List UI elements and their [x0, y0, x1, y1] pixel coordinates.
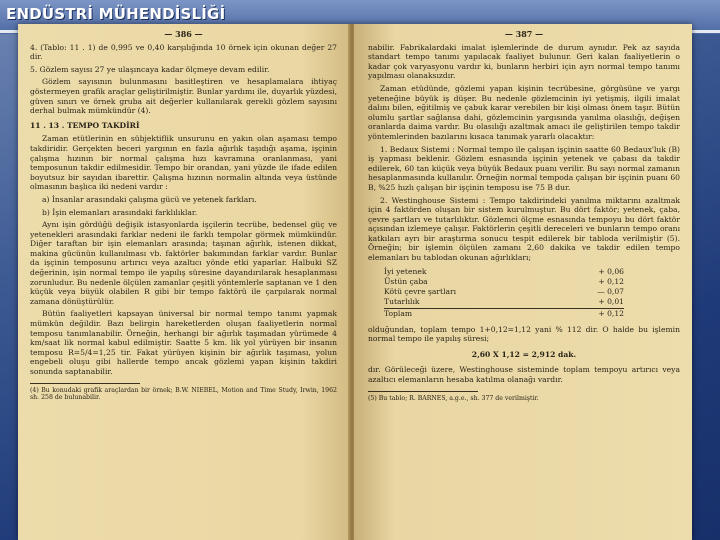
paragraph: nabilir. Fabrikalardaki imalat işlemlerinde de durum aynıdır. Pek az sayıda standart tempo tanımı yapılacak faaliyet bulunur. Geri kalan faaliyetlerin o kadar çok varyasyonu vardır ki, bunların herbiri için ayrı normal tempo tanımı yapılması olanaksızdır. [368, 42, 680, 81]
paragraph: 1. Bedaux Sistemi : Normal tempo ile çalışan işçinin saatte 60 Bedaux'luk (B) iş yapması beklenir. Gözlem esnasında işçinin yetenek ve çabası da takdir edilerek, 60 tan küçük veya büyük Bedaux puanı verilir. Bu sayı normal zamanın hesaplanmasında kullanılır. Örneğin normal tempoda çalışan bir işçinin puanı 60 B, %25 hızlı çalışan bir işçinin temposu ise 75 B dur. [368, 144, 680, 192]
paragraph: olduğundan, toplam tempo 1+0,12=1,12 yani % 112 dir. O halde bu işlemin normal tempo ile yapılış süresi; [368, 324, 680, 344]
factor-row [384, 297, 624, 307]
paragraph: 2. Westinghouse Sistemi : Tempo takdirindeki yanılma miktarını azaltmak için 4 faktörden oluşan bir sistem kurulmuştur. Bu dört faktör; yetenek, çaba, çevre şartları ve tutarlılıktır. Gözlemci ölçme esnasında tempoyu bu dört faktör açısından izlemeye çalışır. Faktörlerin çeşitli dereceleri ve bunların tempo oranı katkıları ayrı bir araştırma sonucu tespit edilerek bir tabloda verilmiştir (5). Örneğin; bir işlemin ölçülen zamanı 2,60 dakika ve takdir edilen tempo elemanları bu tablodan okunan ağırlıkları; [368, 195, 680, 263]
factor-label: İyi yetenek [384, 266, 427, 276]
factor-row [384, 277, 624, 287]
formula: 2,60 X 1,12 = 2,912 dak. [471, 349, 577, 359]
factor-value: + 0,06 [598, 266, 624, 276]
factor-value: + 0,12 [598, 308, 624, 318]
paragraph: 4. (Tablo: 11 . 1) de 0,995 ve 0,40 karşılığında 10 örnek için okunan değer 27 dir. [30, 42, 337, 62]
section-heading: 11 . 13 . TEMPO TAKDİRİ [30, 120, 140, 130]
paragraph: dır. Görüleceği üzere, Westinghouse sisteminde toplam tempoyu artırıcı veya azaltıcı elemanların hesaba katılma olanağı vardır. [368, 365, 680, 385]
factor-label: Toplam [384, 308, 413, 318]
list-item: a) İnsanlar arasındaki çalışma gücü ve yetenek farkları. [42, 194, 257, 204]
footnote-rule [30, 383, 140, 384]
left-page-number: — 386 — [164, 29, 203, 39]
factor-total-row [384, 308, 624, 319]
factor-label: Kötü çevre şartları [384, 286, 457, 296]
factor-row [384, 267, 624, 277]
left-page [18, 24, 351, 540]
list-item: b) İşin elemanları arasındaki farklılıklar. [42, 207, 198, 217]
scanned-book-spread [18, 24, 692, 540]
factor-value: + 0,12 [598, 276, 624, 286]
footnote-rule [368, 391, 478, 392]
paragraph: 5. Gözlem sayısı 27 ye ulaşıncaya kadar ölçmeye devam edilir. [30, 64, 270, 74]
right-page [354, 24, 692, 540]
footnote: (4) Bu konudaki grafik araçlardan bir örnek; B.W. NIEBEL, Motion and Time Study, Irwin, 1962 sh. 258 de bulunabilir. [30, 386, 337, 402]
factor-value: + 0,01 [598, 296, 624, 306]
footnote: (5) Bu tablo; R. BARNES, a.g.e., sh. 377 de verilmiştir. [368, 394, 539, 402]
paragraph: Aynı işin gördüğü değişik istasyonlarda işçilerin tecrübe, bedensel güç ve yetenekleri arasındaki farklar nedeni ile farklı tempolar görmek mümkündür. Diğer taraftan bir işin elemanları arasında; taşınan ağırlık, istenen dikkat, makina gücünün kullanılması vb. faktörler bakımından farklar vardır. Bunlar da işçinin temposunu artırıcı veya azaltıcı yönde etki yaparlar. Halbuki SZ değerinin, işin normal tempo ile yapılış süresine dayandırılarak hesaplanması zorunludur. Bu nedenle ölçülen zamanlar çeşitli yöntemlerle saptanan ve 1 den küçük veya büyük olabilen R gibi bir tempo faktörü ile çarpılarak normal zamana dönüştürülür. [30, 220, 337, 306]
factor-value: — 0,07 [597, 286, 624, 296]
factor-label: Tutarlılık [384, 296, 420, 306]
westinghouse-factor-table [384, 267, 624, 319]
paragraph: Zaman etütlerinin en sübjektiflik unsurunu en yakın olan aşaması tempo takdiridir. Gerçekten beceri yargının en fazla ağırlık taşıdığı aşama, işçinin çalışma hızının bir normal çalışma hızı kavramına oranlanması, yani temposunun takdir edilmesidir. Tempo bir orandan, yani yüzde ile ifade edilen boyutsuz bir sayıdan ibarettir. Çalışma hızının normalin altında veya üstünde olmasının başlıca iki nedeni vardır : [30, 134, 337, 192]
paragraph: Zaman etüdünde, gözlemi yapan kişinin tecrübesine, görgüsüne ve yargı yeteneğine büyük iş düşer. Bu nedenle gözlemcinin iyi yetişmiş, ilgili imalat dalını bilen, eğitilmiş ve çabuk karar verebilen bir kişi olması önem taşır. Bütün olumlu şartlar sağlansa dahi, gözlemcinin yargısında yanılma olasılığı, değişen oranlarda daima vardır. Bu olasılığı azaltmak amacı ile geliştirilen tempo takdir yöntemlerinden bazılarını kısaca tanımak yararlı olacaktır: [368, 83, 680, 141]
factor-row [384, 287, 624, 297]
paragraph: Bütün faaliyetleri kapsayan üniversal bir normal tempo tanımı yapmak mümkün değildir. Bazı belirgin hareketlerden oluşan faaliyetlerin normal temposu tanımlanabilir. Örneğin, herhangi bir ağırlık taşımadan yürümede 4 km/saat lik normal kabul edilmiştir. Saatte 5 km. lik yol yürüyen bir insanın temposu R=5/4=1,25 tir. Fakat yürüyen kişinin bir ağırlık taşıması, yolun engebeli oluşu gibi hallerde tempo ancak gözlemi yapan kişinin takdiri sonunda saptanabilir. [30, 309, 337, 376]
right-page-number: — 387 — [504, 29, 544, 39]
slide-title: ENDÜSTRİ MÜHENDİSLİĞİ [6, 5, 226, 23]
factor-label: Üstün çaba [384, 276, 428, 286]
paragraph: Gözlem sayısının bulunmasını basitleştiren ve hesaplamalara ihtiyaç göstermeyen grafik araçlar geliştirilmiştir. Bunlar yardımı ile, duyarlık yüzdesi, güven sınırı ve örnek gruba ait değerler kullanılarak gerekli gözlem sayısını derhal bulmak mümkündür (4). [30, 77, 337, 116]
